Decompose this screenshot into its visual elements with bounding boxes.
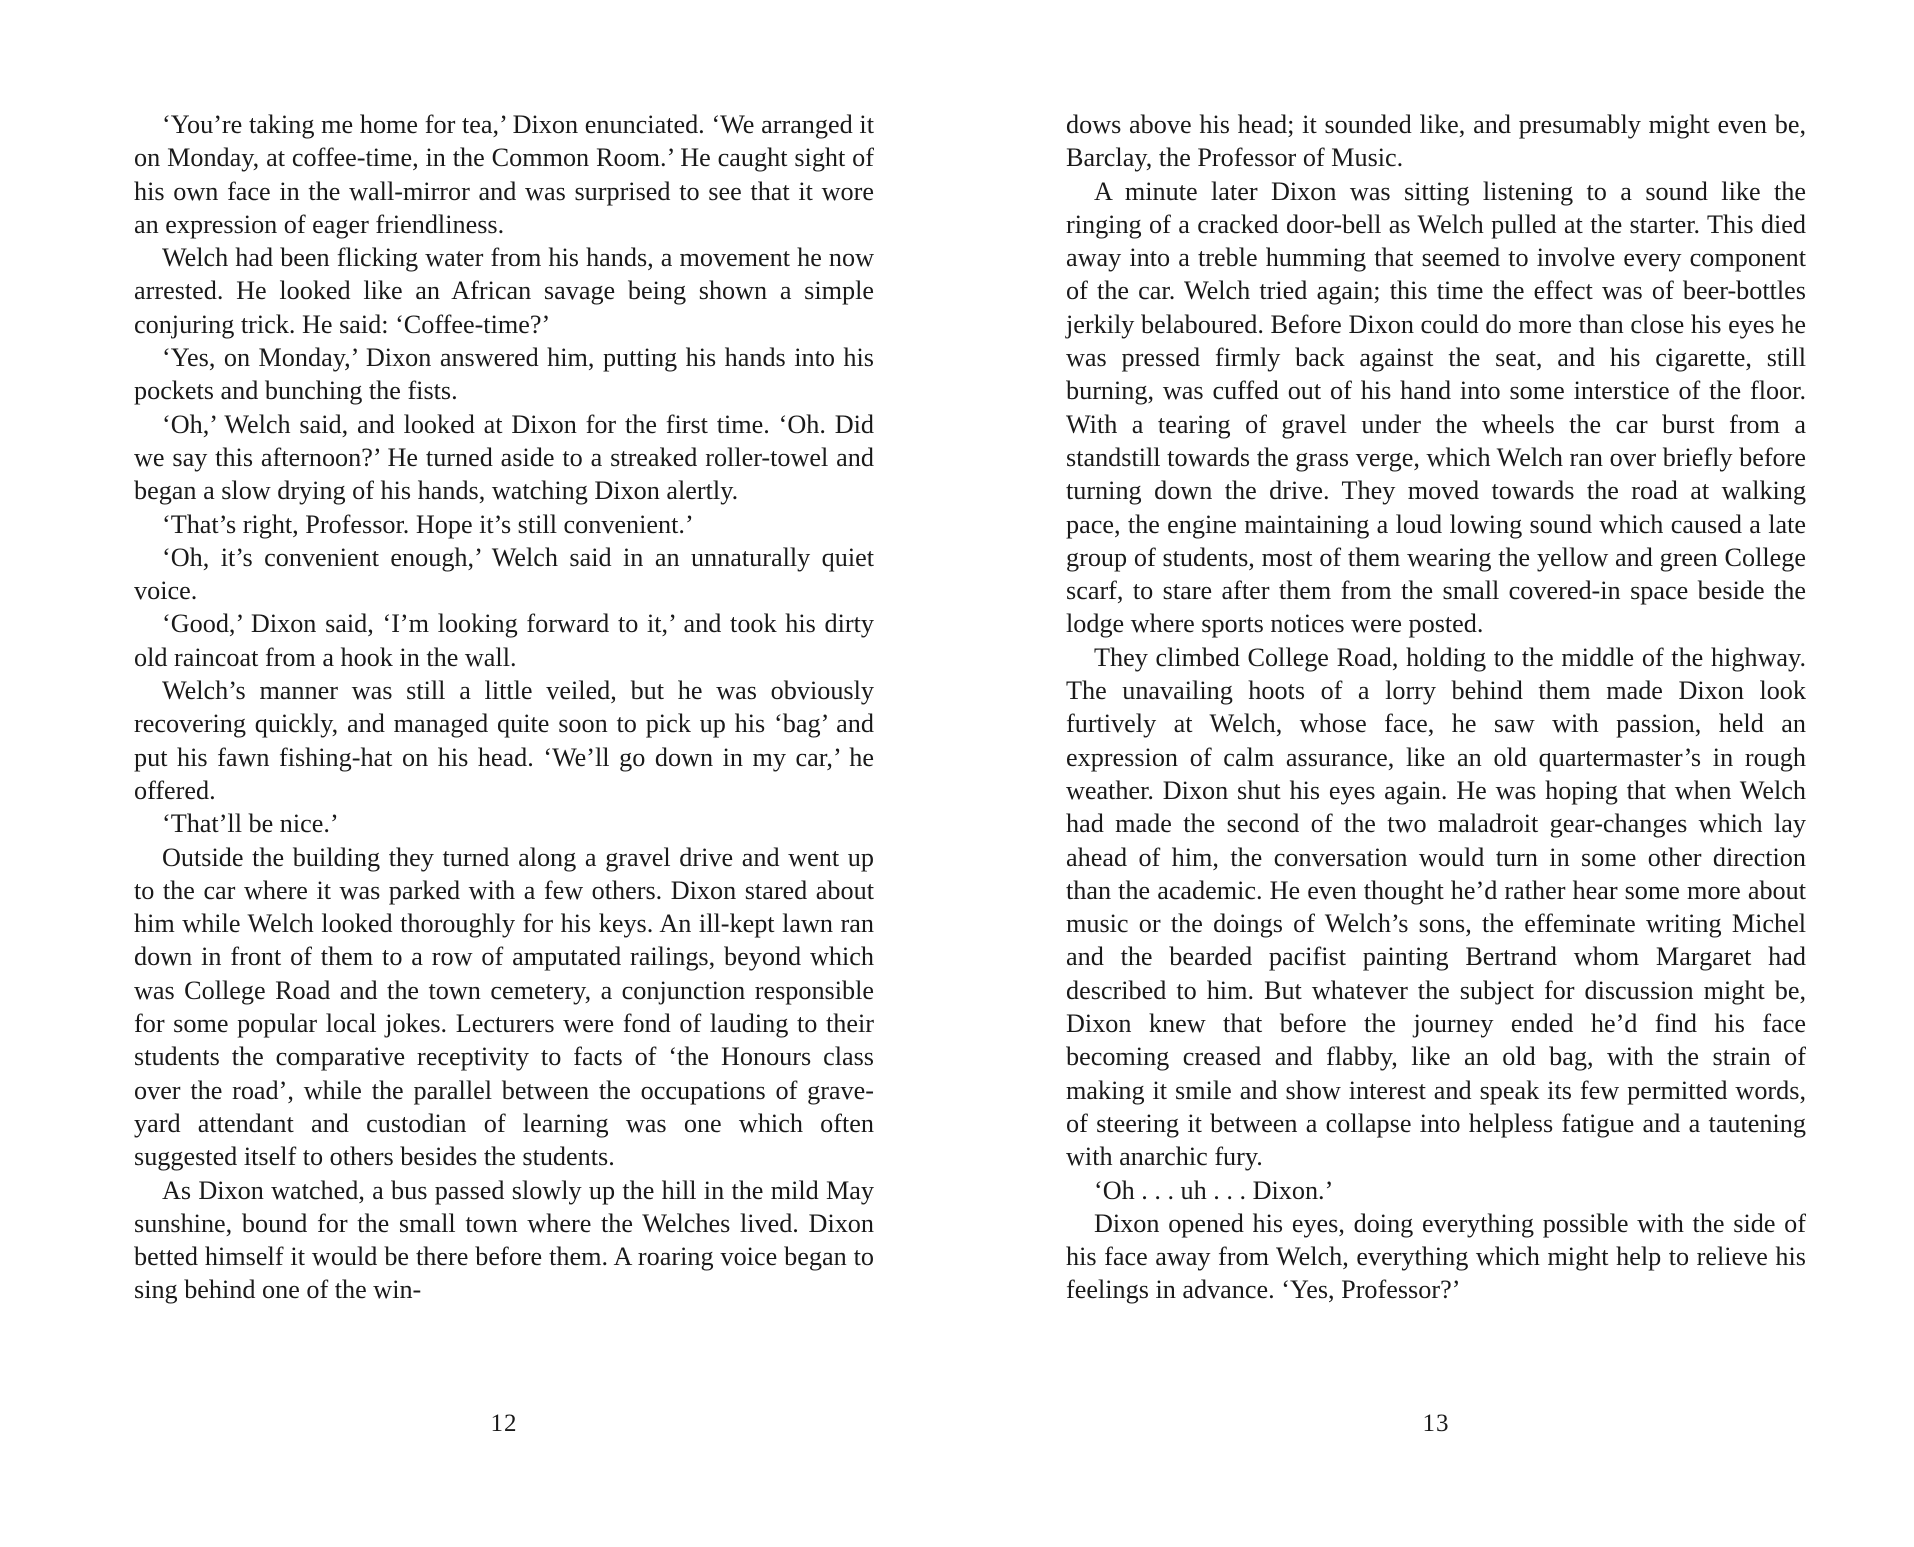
left-paragraph-5: ‘That’s right, Professor. Hope it’s still convenient.’ xyxy=(162,509,694,539)
left-paragraph-11: As Dixon watched, a bus passed slowly up the hill in the mild May sunshine, bound for the small town where the Welches lived. Dixon betted himself it would be there before them. A roaring voice began to sing behind one of the win- xyxy=(134,1175,874,1305)
right-paragraph-3: They climbed College Road, holding to the middle of the highway. The unavailing hoots of a lorry behind them made Dixon look furtively at Welch, whose face, he saw with passion, held an expression of calm assurance, like an old quartermaster’s in rough weather. Dixon shut his eyes again. He was hoping that when Welch had made the second of the two maladroit gear-changes which lay ahead of him, the conversation would turn in some other direction than the academic. He even thought he’d rather hear some more about music or the doings of Welch’s sons, the effeminate writing Michel and the bearded pacifist painting Bertrand whom Margaret had described to him. But whatever the subject for discussion might be, Dixon knew that before the journey ended he’d find his face becoming creased and flabby, like an old bag, with the strain of making it smile and show interest and speak its few permitted words, of steering it between a collapse into helpless fatigue and a tautening with anarchic fury. xyxy=(1066,642,1806,1172)
right-paragraph-2: A minute later Dixon was sitting listening to a sound like the ringing of a cracked door-bell as Welch pulled at the starter. This died away into a treble humming that seemed to involve every component of the car. Welch tried again; this time the effect was of beer-bottles jerkily belaboured. Before Dixon could do more than close his eyes he was pressed firmly back against the seat, and his cigarette, still burning, was cuffed out of his hand into some interstice of the floor. With a tearing of gravel under the wheels the car burst from a standstill towards the grass verge, which Welch ran over briefly before turning down the drive. They moved towards the road at walking pace, the engine maintaining a loud lowing sound which caused a late group of students, most of them wearing the yellow and green College scarf, to stare after them from the small covered-in space beside the lodge where sports notices were posted. xyxy=(1066,176,1806,639)
left-paragraph-4: ‘Oh,’ Welch said, and looked at Dixon for the first time. ‘Oh. Did we say this afternoon?’ He turned aside to a streaked roller-towel and began a slow drying of his hands, watching Dixon alertly. xyxy=(134,409,874,506)
right-paragraph-1: dows above his head; it sounded like, and presumably might even be, Barclay, the Professor of Music. xyxy=(1066,110,1806,173)
left-paragraph-10: Outside the building they turned along a gravel drive and went up to the car where it was parked with a few others. Dixon stared about him while Welch looked thoroughly for his keys. An ill-kept lawn ran down in front of them to a row of amputated railings, beyond which was College Road and the town cemetery, a conjunction responsible for some popular local jokes. Lecturers were fond of lauding to their students the comparative receptivity to facts of ‘the Honours class over the road’, while the parallel between the occupations of graveyard attendant and custodian of learning was one which often suggested itself to others besides the students. xyxy=(134,842,874,1172)
left-paragraph-6: ‘Oh, it’s convenient enough,’ Welch said in an unnaturally quiet voice. xyxy=(134,542,874,606)
left-page xyxy=(134,108,874,1307)
left-paragraph-7: ‘Good,’ Dixon said, ‘I’m looking forward to it,’ and took his dirty old raincoat from a hook in the wall. xyxy=(134,609,874,672)
left-paragraph-3: ‘Yes, on Monday,’ Dixon answered him, putting his hands into his pockets and bunching the fists. xyxy=(134,343,874,406)
left-paragraph-8: Welch’s manner was still a little veiled, but he was obviously recovering quickly, and managed quite soon to pick up his ‘bag’ and put his fawn fishing-hat on his head. ‘We’ll go down in my car,’ he offered. xyxy=(134,676,874,805)
right-paragraph-4: ‘Oh . . . uh . . . Dixon.’ xyxy=(1094,1175,1334,1205)
left-paragraph-2: Welch had been flicking water from his hands, a movement he now arrested. He looked like an African savage being shown a simple conjuring trick. He said: ‘Coffee-time?’ xyxy=(134,243,874,339)
right-paragraph-5: Dixon opened his eyes, doing everything possible with the side of his face away from Welch, everything which might help to relieve his feelings in advance. ‘Yes, Professor?’ xyxy=(1066,1208,1806,1305)
left-paragraph-9: ‘That’ll be nice.’ xyxy=(162,809,339,839)
right-page-number: 13 xyxy=(1422,1410,1450,1437)
left-page-number: 12 xyxy=(490,1410,518,1437)
right-page xyxy=(1066,108,1806,1307)
left-paragraph-1: ‘You’re taking me home for tea,’ Dixon enunciated. ‘We arranged it on Monday, at coffee-time, in the Common Room.’ He caught sight of his own face in the wall-mirror and was surprised to see that it wore an expression of eager friendliness. xyxy=(134,110,874,239)
